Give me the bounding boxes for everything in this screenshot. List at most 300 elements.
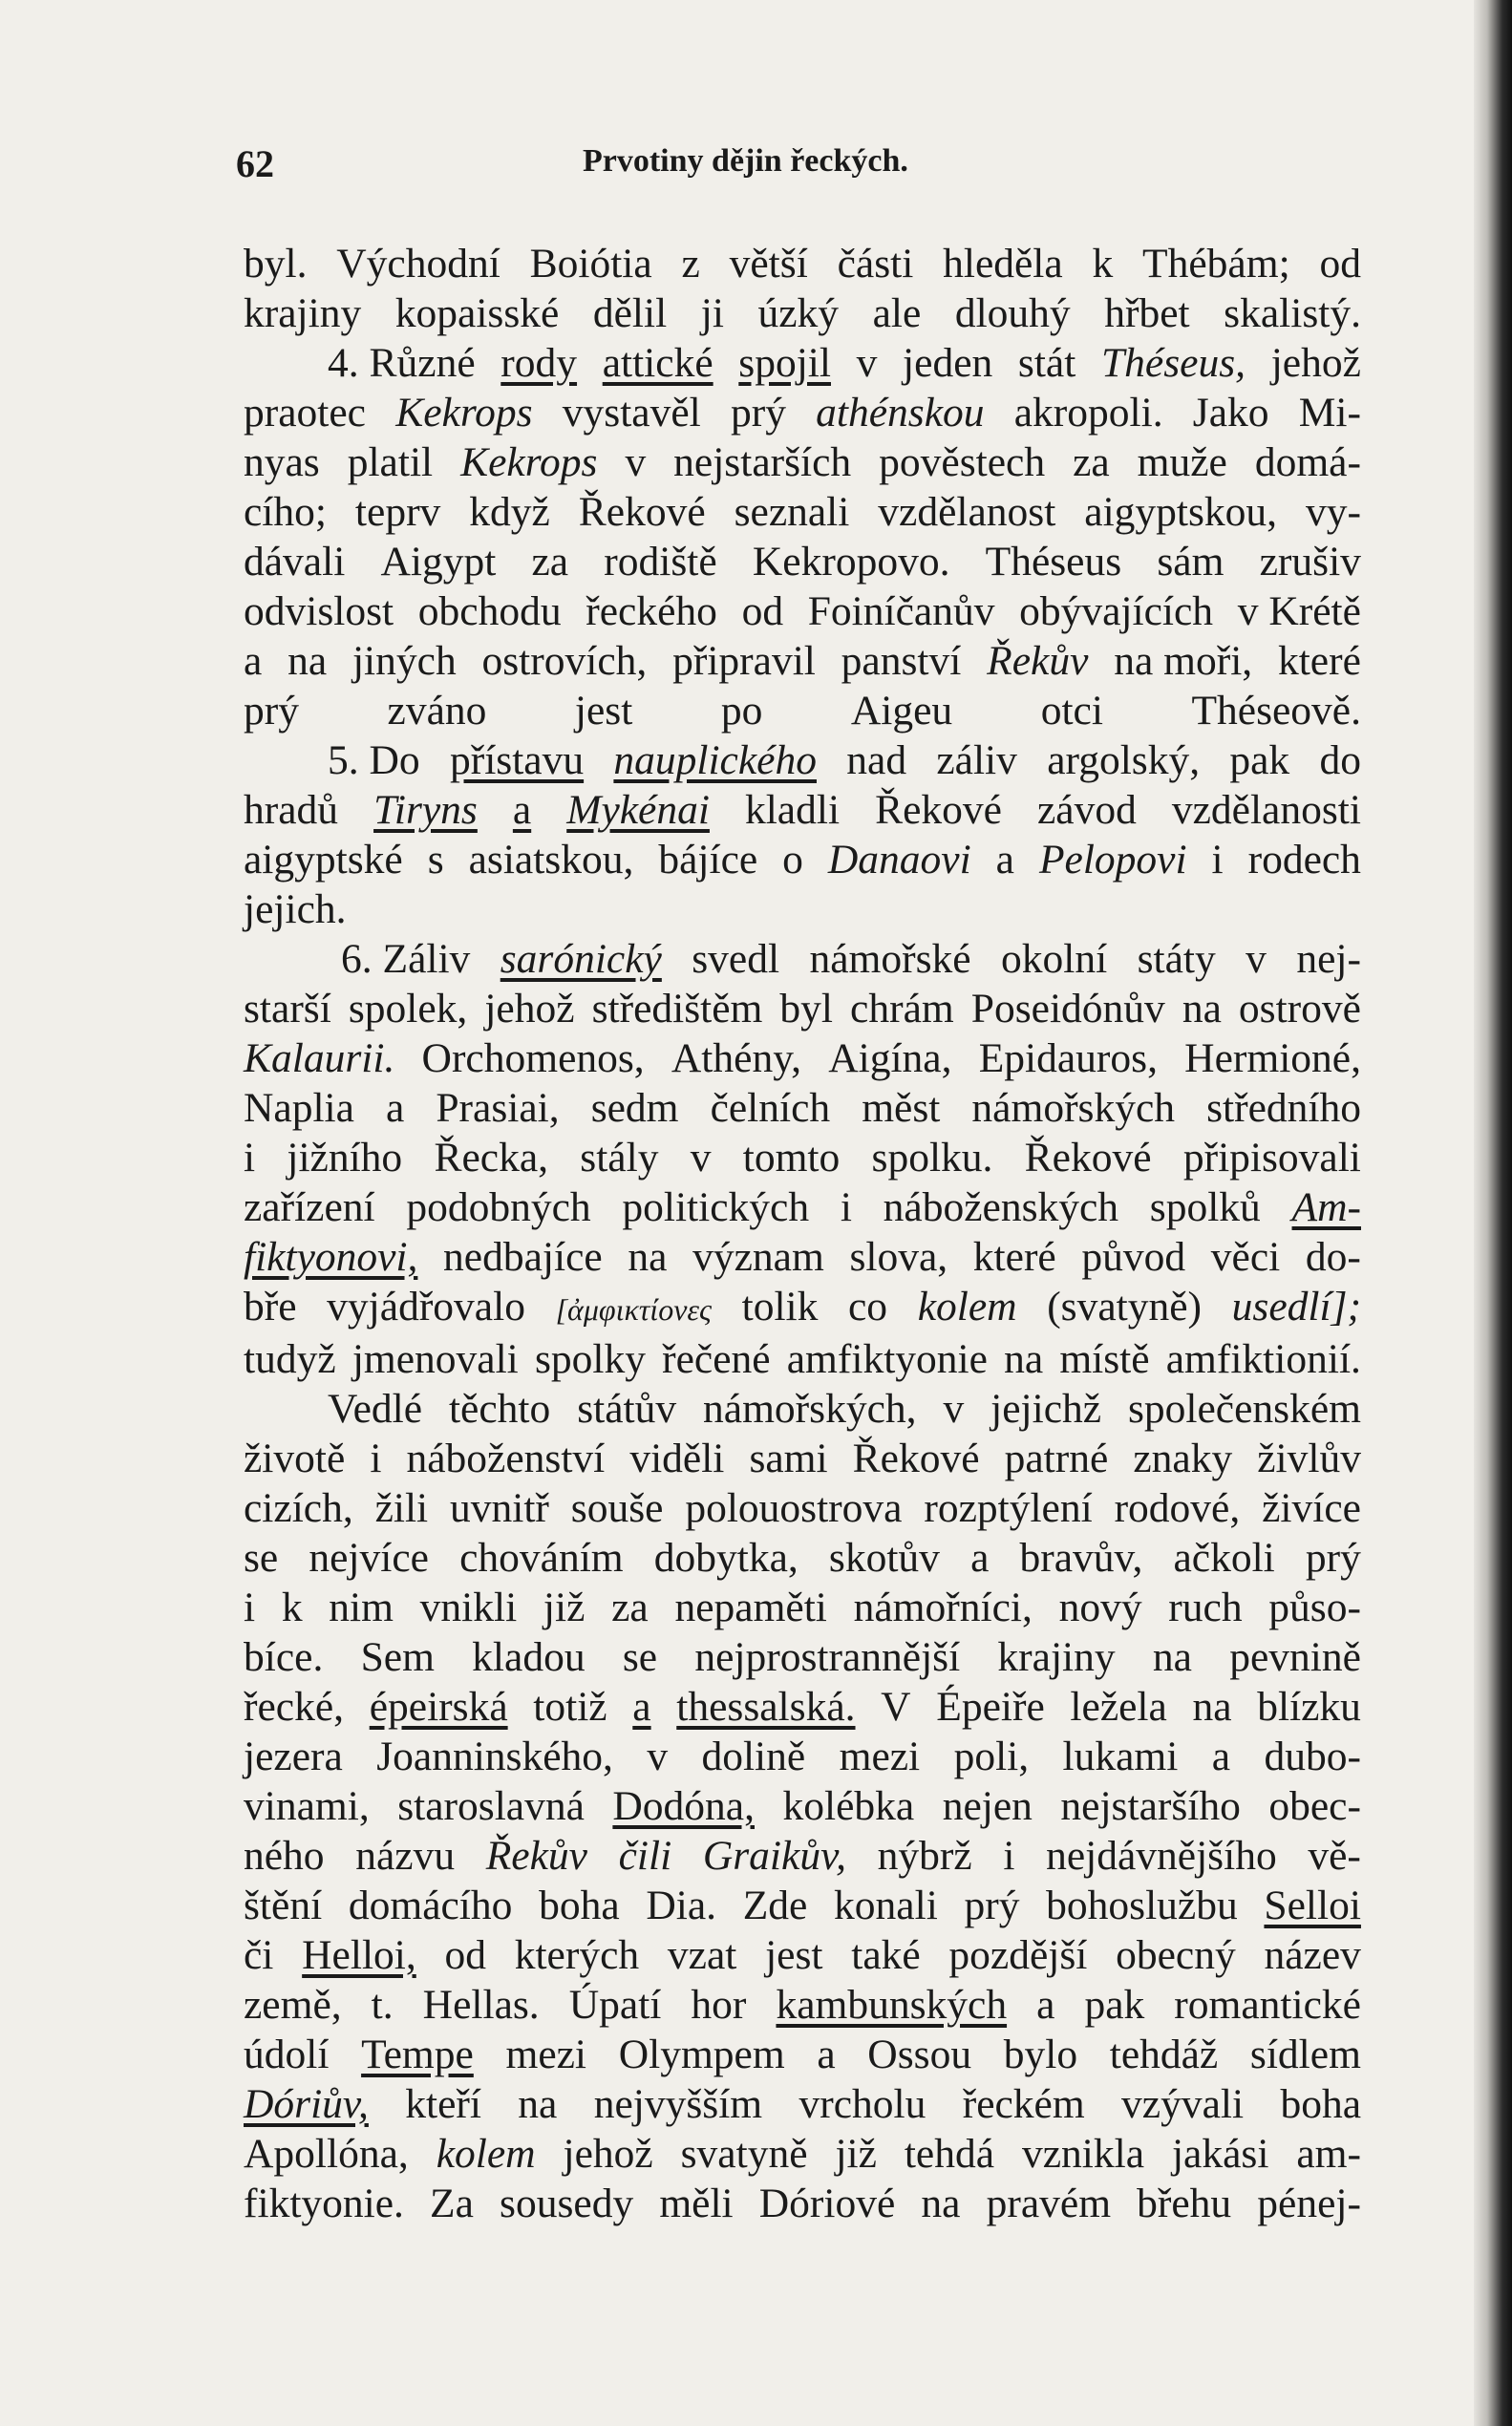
text-line [244,1732,1361,1781]
text-line [244,1133,1361,1182]
word: argolský, [1047,737,1201,783]
word: nepaměti [674,1585,827,1630]
word: bohoslužbu [1046,1883,1238,1928]
word: fiktyonie. [244,2181,404,2226]
word: Thébám; [1142,241,1290,287]
word: zrušiv [1259,539,1361,585]
word: zařízení [244,1184,375,1230]
word: již [543,1585,586,1630]
word: části [837,241,914,287]
word: o [782,837,803,883]
word: státův [577,1386,677,1432]
word: vě- [1308,1833,1361,1879]
word: v [1246,936,1267,982]
word: kolem [436,2131,536,2177]
word: Zde [742,1883,808,1928]
word: nedbajíce [443,1234,603,1280]
text-line [244,1632,1361,1682]
word: Théseově. [1191,688,1361,734]
word: jeden [903,340,993,386]
word: kolébka [782,1783,915,1829]
word: Hellas. [422,1982,540,2028]
word: jiných [351,638,457,684]
word: [ἀμφικτίονες [555,1292,712,1327]
word: údolí [244,2032,330,2077]
word: jehož [1270,340,1361,386]
word: am- [1296,2131,1361,2177]
word: nim [329,1585,394,1630]
word: námořníci, [853,1585,1033,1630]
word: Kalaurii. [244,1035,395,1081]
word: Řekové [852,1436,980,1481]
word: Kekrops [460,439,598,485]
text-line [244,2079,1361,2129]
word: dávali [244,539,346,585]
word: Olympem [618,2032,785,2077]
word: země, [244,1982,342,2028]
word: Východní [336,241,500,287]
page-number: 62 [236,142,274,185]
word: řeckém [962,2081,1085,2127]
word: i [244,1135,256,1181]
word: romantické [1174,1982,1361,2028]
word: měst [862,1085,941,1131]
word: seznali [734,489,850,535]
word: tudyž [244,1336,336,1382]
word: t. [371,1982,394,2028]
text-line [244,984,1361,1033]
word: Ossou [867,2032,972,2077]
word: krajiny [244,290,362,336]
word: Prasiai, [436,1085,560,1131]
word: Kekrops [395,390,533,436]
word: odvislost [244,588,394,634]
word: attické [602,340,713,386]
text-line [244,1334,1361,1384]
word: 6. Záliv [341,936,471,982]
word: sami [749,1436,828,1481]
word: Helloi, [302,1932,416,1978]
text-line [244,2129,1361,2179]
word: nýbrž [877,1833,972,1879]
word: ruch [1168,1585,1243,1630]
word: kladli [744,787,841,833]
word: Řekové [578,489,706,535]
word: vnikli [419,1585,518,1630]
word: spojil [738,340,831,386]
word: břehu [1137,2181,1232,2226]
word: vystavěl [562,390,701,436]
text-line [244,1182,1361,1232]
word: starší [244,986,331,1032]
page-header [236,141,1361,187]
word: Sem [360,1634,435,1680]
word: sám [1157,539,1225,585]
text-line [244,2030,1361,2079]
word: pénej- [1257,2181,1361,2226]
word: byl [779,986,834,1032]
word: původ [1081,1234,1186,1280]
word: na [518,2081,558,2127]
word: praotec [244,390,366,436]
word: za [1073,439,1110,485]
word: jest [574,688,633,734]
word: i [1211,837,1224,883]
word: nejvíce [309,1535,429,1581]
word: totiž [533,1684,607,1730]
word: název [1264,1932,1361,1978]
word: jehož [484,986,575,1032]
word: Épeiře [936,1684,1045,1730]
word: teprv [354,489,441,535]
word: znaky [1133,1436,1233,1481]
word: od [1319,241,1361,287]
word: nejprostrannější [694,1634,961,1680]
word: po [720,688,763,734]
word: se [622,1634,658,1680]
word: a [244,638,263,684]
word: žili [374,1485,429,1531]
word: mezi [505,2032,587,2077]
word: Epidauros, [978,1035,1158,1081]
word: v [856,340,878,386]
word: Mykénai [566,787,710,833]
word: na [1182,986,1222,1032]
word: nad [846,737,907,783]
word: Naplia [244,1085,354,1131]
word: uvnitř [450,1485,549,1531]
word: spolky [534,1336,646,1382]
word: obecný [1116,1932,1236,1978]
word: jehož [563,2131,653,2177]
word: námořské [809,936,971,982]
word: Selloi [1264,1883,1361,1928]
word: i [244,1585,256,1630]
word: pak [1229,737,1290,783]
word: Dodóna, [612,1783,755,1829]
word: jest [765,1932,823,1978]
word: obchodu [417,588,562,634]
word: Dóriův, [244,2081,369,2127]
word: pozdější [948,1932,1088,1978]
word: Apollóna, [244,2131,409,2177]
word: od [741,588,784,634]
word: do- [1305,1234,1361,1280]
word: připravil [672,638,816,684]
word: a [632,1684,651,1730]
word: pověstech [879,439,1046,485]
word: spolek, [348,986,468,1032]
word: nejvyšším [593,2081,763,2127]
text-line [244,487,1361,537]
word: chováním [459,1535,624,1581]
word: V [881,1684,911,1730]
word: jejichž [990,1386,1102,1432]
word: a [1211,1734,1231,1779]
word: dobytka, [653,1535,799,1581]
text-line [244,1033,1361,1083]
word: náboženství [406,1436,606,1481]
word: vznikla [1021,2131,1145,2177]
word: a [386,1085,405,1131]
word: náboženských [883,1184,1119,1230]
word: spolku. [871,1135,993,1181]
word: svatyně [680,2131,808,2177]
word: a [817,2032,836,2077]
word: na [628,1234,668,1280]
word: vzývali [1121,2081,1245,2127]
word: ačkoli [1173,1535,1275,1581]
word: dělil [592,290,668,336]
word: prý [1305,1535,1361,1581]
word: přístavu [449,737,585,783]
word: mezi [839,1734,921,1779]
word: rody [500,340,578,386]
word: Hermioné, [1184,1035,1361,1081]
word: stát [1017,340,1076,386]
text-line [244,1483,1361,1533]
word: nejstarších [673,439,852,485]
word: společenském [1127,1386,1361,1432]
word: na moři, [1114,638,1253,684]
word: Poseidónův [970,986,1165,1032]
word: 4. Různé [328,340,476,386]
word: a [970,1535,990,1581]
scan-edge-shadow [1474,0,1512,2426]
word: skotův [828,1535,940,1581]
word: z [681,241,700,287]
text-line [244,1083,1361,1133]
text-line [244,735,1361,785]
word: Řecka, [434,1135,549,1181]
word: podobných [406,1184,591,1230]
word: nejstaršího [1060,1783,1241,1829]
word: bájíce [658,837,758,883]
word: tolik [741,1284,819,1330]
text-line [244,686,1361,735]
text-line [244,1282,1361,1334]
text-line [244,934,1361,984]
text-line [244,2179,1361,2228]
page-text [244,239,1361,2228]
word: slova, [849,1234,948,1280]
word: amfiktyonie [786,1336,988,1382]
word: kladou [472,1634,586,1680]
word: jižního [287,1135,403,1181]
word: Aigína, [828,1035,952,1081]
word: hleděla [943,241,1063,287]
word: řeckého [586,588,717,634]
word: cího; [244,489,327,535]
word: středního [1206,1085,1361,1131]
word: sídlem [1249,2032,1361,2077]
word: v [625,439,647,485]
word: fiktyonovi, [244,1234,418,1280]
word: od [444,1932,486,1978]
word: řecké, [244,1684,345,1730]
word: jejich. [244,886,347,932]
word: měli [659,2181,734,2226]
text-line [244,537,1361,586]
text-line [244,388,1361,437]
text-line [244,437,1361,487]
word: řečené [662,1336,771,1382]
word: jmenovali [351,1336,519,1382]
text-line [244,1881,1361,1930]
text-line [244,338,1361,388]
word: když [469,489,550,535]
word: hřbet [1104,290,1190,336]
word: či [244,1932,274,1978]
word: na [287,638,328,684]
word: prý [964,1883,1020,1928]
word: skalistý. [1224,290,1361,336]
word: thessalská. [676,1684,856,1730]
word: Kekropovo. [752,539,950,585]
word: nauplického [613,737,817,783]
text-line [244,1232,1361,1282]
word: kolem [917,1284,1017,1330]
word: také [851,1932,921,1978]
word: rozptýlení [924,1485,1093,1531]
word: krajiny [997,1634,1116,1680]
word: větší [729,241,808,287]
word: jezera [244,1734,343,1779]
word: rodech [1247,837,1361,883]
text-line [244,1682,1361,1732]
word: Za [430,2181,474,2226]
word: pevnině [1229,1634,1361,1680]
word: kambunských [776,1982,1008,2028]
word: Boiótia [529,241,652,287]
word: (svatyně) [1047,1284,1203,1330]
word: i [1003,1833,1015,1879]
word: ostrovích, [481,638,648,684]
word: a [512,787,532,833]
word: ostrově [1238,986,1361,1032]
word: štění [244,1883,323,1928]
word: čelních [710,1085,831,1131]
word: otci [1040,688,1103,734]
word: aigyptské [244,837,403,883]
word: konali [834,1883,938,1928]
word: úzký [757,290,840,336]
word: ležela [1070,1684,1167,1730]
text-line [244,1980,1361,2030]
word: na [1004,1336,1044,1382]
word: vrcholu [799,2081,926,2127]
word: Dia. [646,1883,717,1928]
word: které [972,1234,1056,1280]
text-line [244,1583,1361,1632]
word: poli, [953,1734,1030,1779]
word: polouostrova [685,1485,903,1531]
word: kopaisské [394,290,560,336]
word: nejen [942,1783,1033,1829]
word: státy [1137,936,1216,982]
word: co [848,1284,888,1330]
word: Joanninského, [376,1734,613,1779]
word: bíce. [244,1634,324,1680]
word: vinami, [244,1783,370,1829]
word: nyas [244,439,320,485]
word: staroslavná [397,1783,585,1829]
word: nový [1058,1585,1142,1630]
word: které [1277,638,1361,684]
word: Řekové [1024,1135,1152,1181]
word: sousedy [500,2181,634,2226]
word: asiatskou, [468,837,634,883]
text-line [244,835,1361,884]
word: blízku [1257,1684,1361,1730]
word: hradů [244,787,339,833]
word: vyjádřovalo [327,1284,525,1330]
text-line [244,239,1361,288]
text-line [244,1434,1361,1483]
word: aigyptskou, [1084,489,1278,535]
word: ale [872,290,922,336]
text-line [244,1781,1361,1831]
word: záliv [936,737,1017,783]
word: na [921,2181,961,2226]
running-title: Prvotiny dějin řeckých. [583,143,908,179]
word: amfiktionií. [1165,1336,1361,1382]
word: muže [1137,439,1227,485]
word: sedm [590,1085,679,1131]
word: dubo- [1264,1734,1361,1779]
word: na [1192,1684,1232,1730]
word: bravův, [1019,1535,1143,1581]
word: vy- [1306,489,1361,535]
word: bře [244,1284,297,1330]
word: v [690,1135,712,1181]
word: Řekův [987,638,1089,684]
word: nejdávnějšího [1046,1833,1277,1879]
word: stály [580,1135,659,1181]
word: Pelopovi [1038,837,1187,883]
word: místě [1059,1336,1150,1382]
word: námořských, [703,1386,917,1432]
word: námořských [971,1085,1176,1131]
word: živíce [1262,1485,1361,1531]
word: viděli [629,1436,725,1481]
word: usedlí]; [1231,1284,1361,1330]
word: byl. [244,241,308,287]
word: Danaovi [827,837,971,883]
word: prý [244,688,299,734]
word: a [1036,1982,1055,2028]
word: již [835,2131,877,2177]
word: domácího [348,1883,513,1928]
word: Řekové [875,787,1002,833]
word: a [995,837,1014,883]
word: v [647,1734,669,1779]
word: vzat [667,1932,737,1978]
word: athénskou [816,390,985,436]
word: i [840,1184,852,1230]
word: domá- [1254,439,1361,485]
word: k [281,1585,303,1630]
word: Řekův [485,1833,587,1879]
word: rodové, [1114,1485,1241,1531]
text-line [244,884,1361,934]
text-line [244,1930,1361,1980]
word: Athény, [671,1035,801,1081]
word: spolků [1149,1184,1261,1230]
word: Úpatí [568,1982,662,2028]
word: boha [1280,2081,1361,2127]
word: nej- [1296,936,1361,982]
